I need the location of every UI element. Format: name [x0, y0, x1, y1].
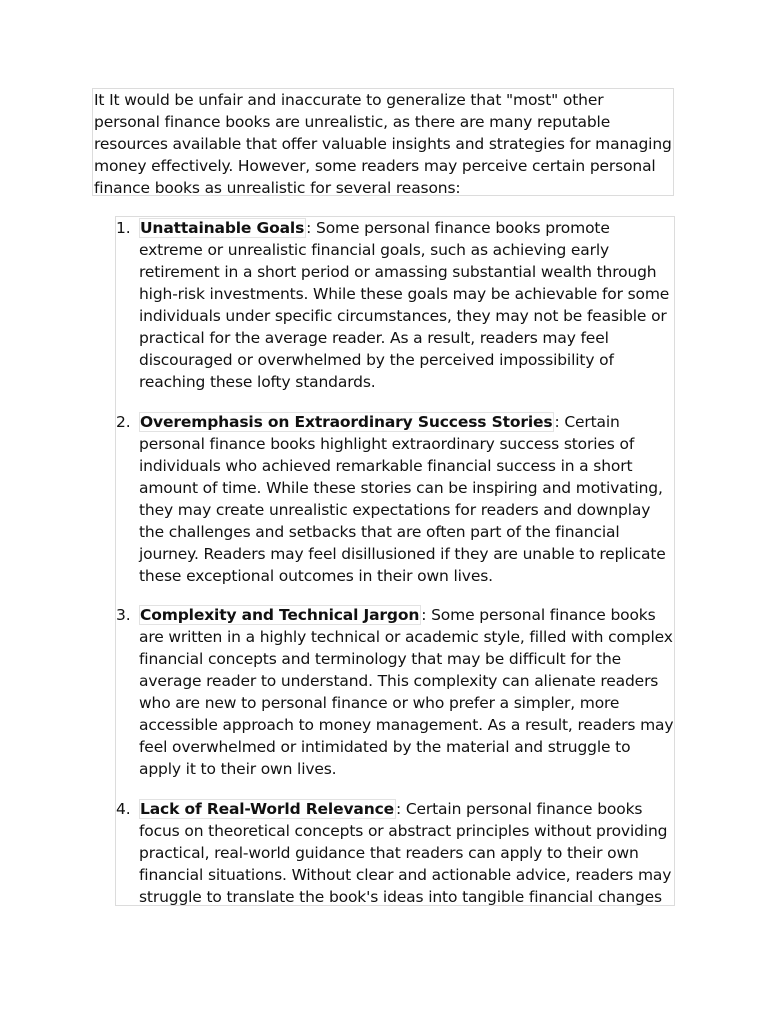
list-item-number: 2. [116, 413, 131, 431]
list-item-text [139, 217, 675, 393]
list-item-text [139, 604, 675, 780]
list-item-text [139, 798, 675, 906]
reasons-list [115, 216, 675, 906]
list-item-body: : Some personal finance books are written in a highly technical or academic style, filled with complex financial concepts and terminology that may be difficult for the average reader to understand. This complexity can alienate readers who are new to personal finance or who prefer a simpler, more accessible approach to money management. As a result, readers may feel overwhelmed or intimidated by the material and struggle to apply it to their own lives. [139, 606, 674, 778]
list-item-number: 3. [116, 606, 131, 624]
list-item-number: 1. [116, 219, 131, 237]
list-item-title: Overemphasis on Extraordinary Success Stories [140, 413, 553, 431]
list-item-body: : Some personal finance books promote extreme or unrealistic financial goals, such as achieving early retirement in a short period or amassing substantial wealth through high-risk investments. While these goals may be achievable for some individuals under specific circumstances, they may not be feasible or practical for the average reader. As a result, readers may feel discouraged or overwhelmed by the perceived impossibility of reaching these lofty standards. [139, 219, 670, 391]
list-item-text [139, 411, 675, 587]
list-item-title: Lack of Real-World Relevance [140, 800, 394, 818]
list-item-body: : Certain personal finance books highlight extraordinary success stories of individuals who achieved remarkable financial success in a short amount of time. While these stories can be inspiring and motivating, they may create unrealistic expectations for readers and downplay the challenges and setbacks that are often part of the financial journey. Readers may feel disillusioned if they are unable to replicate these exceptional outcomes in their own lives. [139, 413, 666, 585]
list-item-title: Complexity and Technical Jargon [140, 606, 420, 624]
list-item-body: : Certain personal finance books focus on theoretical concepts or abstract principles without providing practical, real-world guidance that readers can apply to their own financial situations. Without clear and actionable advice, readers may struggle to translate the book's ideas into tangible financial changes [139, 800, 672, 906]
list-item-title: Unattainable Goals [140, 219, 305, 237]
intro-paragraph: It It would be unfair and inaccurate to generalize that "most" other personal finance books are unrealistic, as there are many reputable resources available that offer valuable insights and strategies for managing money effectively. However, some readers may perceive certain personal finance books as unrealistic for several reasons: [92, 88, 674, 196]
list-item-number: 4. [116, 800, 131, 818]
